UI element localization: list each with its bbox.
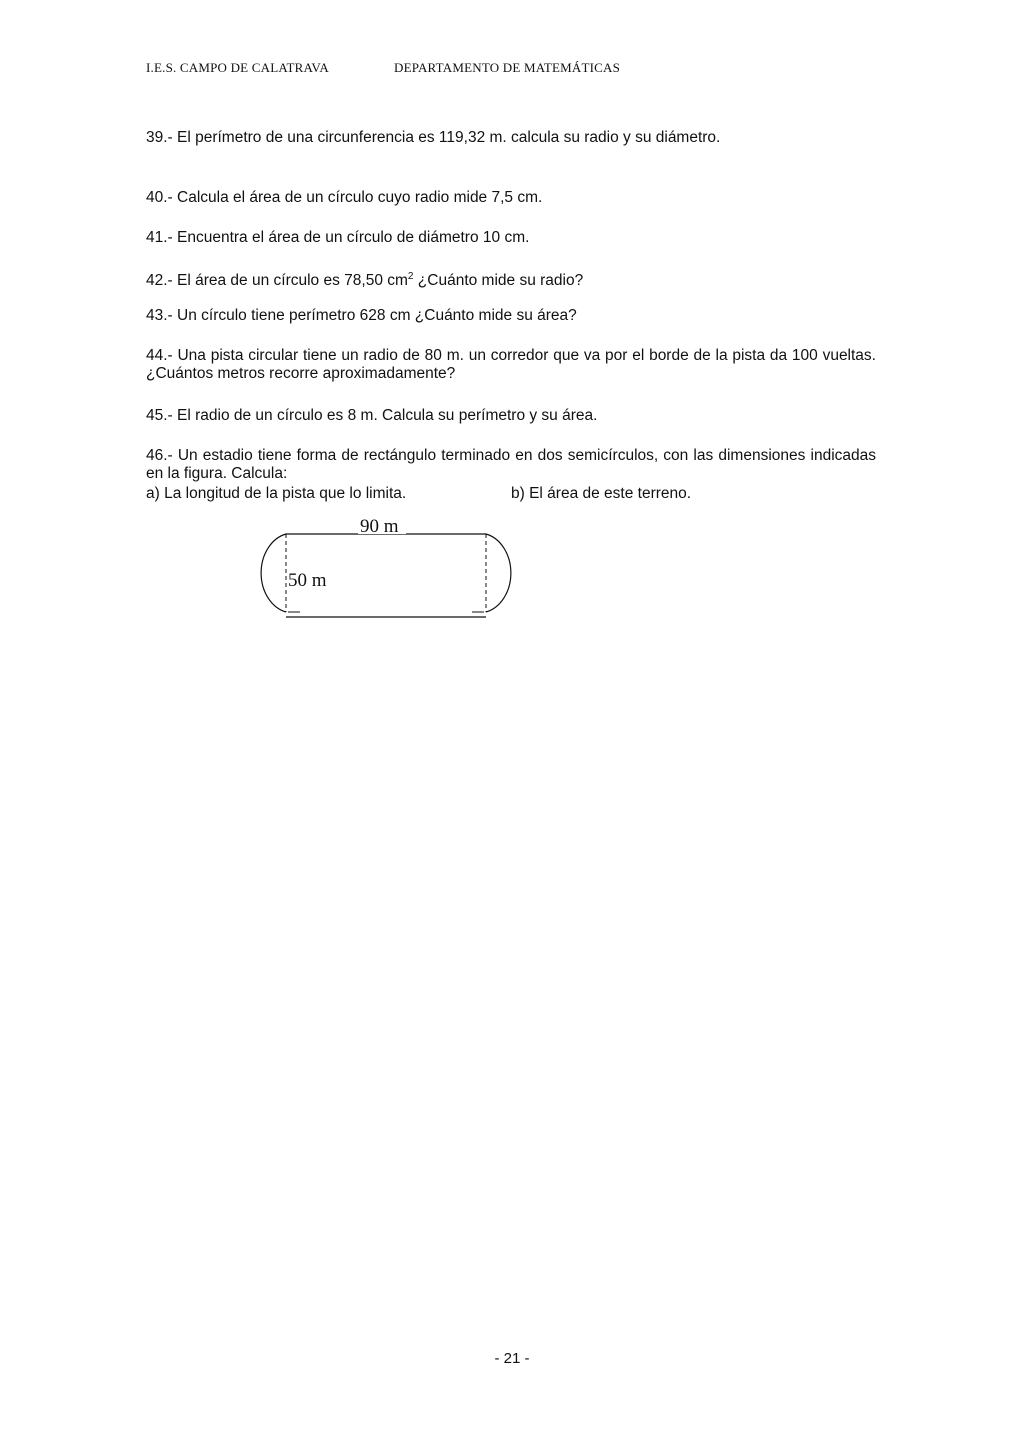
page-number: - 21 - [494,1350,530,1367]
department-name: DEPARTAMENTO DE MATEMÁTICAS [394,60,621,75]
question-42-text: 42.- El área de un círculo es 78,50 cm [146,272,408,289]
stadium-right-semicircle [486,534,511,612]
question-42-exponent: 2 [407,271,414,282]
page-header [146,60,621,76]
length-label: 90 m [360,516,399,537]
question-46-part-b: b) El área de este terreno. [511,485,692,502]
question-45: 45.- El radio de un círculo es 8 m. Calcula su perímetro y su área. [146,407,598,424]
question-42 [146,268,876,290]
stadium-left-semicircle [261,534,286,612]
question-46-part-a: a) La longitud de la pista que lo limita. [146,485,407,502]
question-46: 46.- Un estadio tiene forma de rectángulo terminado en dos semicírculos, con las dimensiones indicadas en la figura. Calcula: [146,447,876,482]
question-44: 44.- Una pista circular tiene un radio de 80 m. un corredor que va por el borde de la pista da 100 vueltas. ¿Cuántos metros recorre aproximadamente? [146,347,876,382]
question-43: 43.- Un círculo tiene perímetro 628 cm ¿Cuánto mide su área? [146,307,577,324]
question-39: 39.- El perímetro de una circunferencia es 119,32 m. calcula su radio y su diámetro. [146,129,721,146]
stadium-figure [240,508,540,628]
question-40: 40.- Calcula el área de un círculo cuyo radio mide 7,5 cm. [146,189,543,206]
question-41: 41.- Encuentra el área de un círculo de diámetro 10 cm. [146,229,530,246]
width-label: 50 m [288,570,327,591]
school-name: I.E.S. CAMPO DE CALATRAVA [146,60,329,75]
question-42-question: ¿Cuánto mide su radio? [413,272,584,289]
question-46-parts [146,485,876,503]
